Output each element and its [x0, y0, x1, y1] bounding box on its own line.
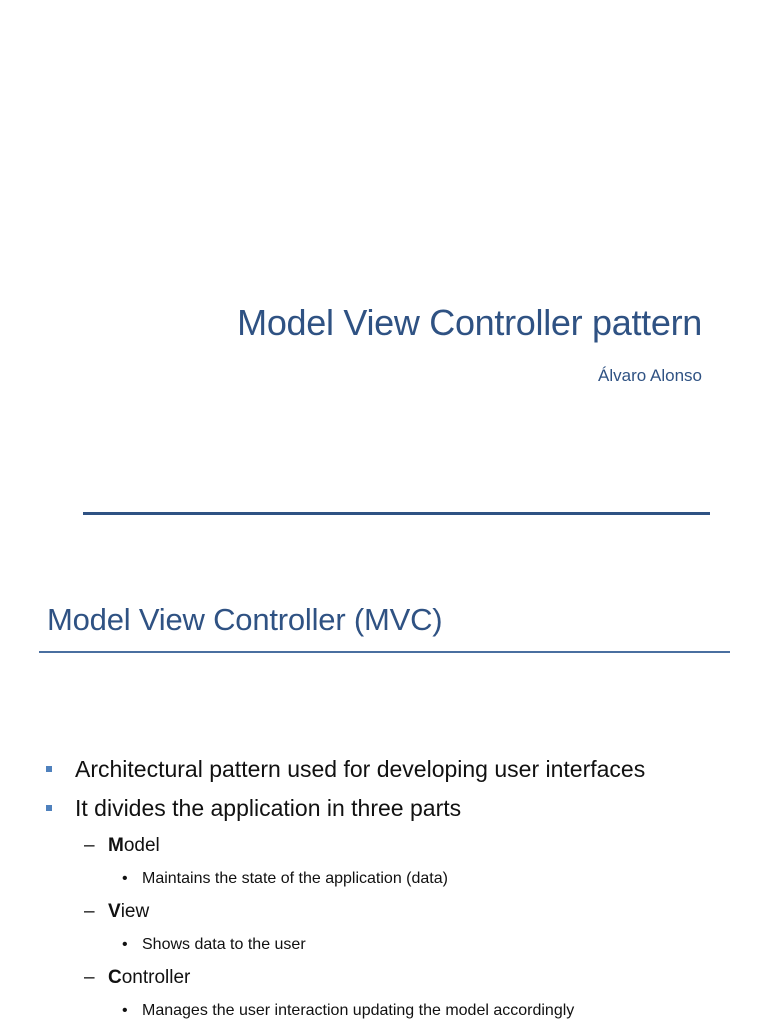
- detail-item: [122, 1000, 574, 1022]
- dash-icon: –: [84, 835, 95, 856]
- bullet-item: [46, 793, 461, 823]
- sub-item-label: odel: [123, 835, 160, 856]
- slide-divider: [83, 512, 710, 515]
- bullet-text: It divides the application in three parts: [75, 794, 462, 821]
- dot-bullet-icon: •: [122, 936, 128, 953]
- initial-letter: C: [108, 967, 122, 988]
- dash-icon: –: [84, 967, 95, 988]
- detail-text: Maintains the state of the application (data): [142, 870, 448, 887]
- section-title: Model View Controller (MVC): [47, 602, 443, 637]
- dot-bullet-icon: •: [122, 1002, 128, 1019]
- initial-letter: V: [108, 901, 121, 922]
- square-bullet-icon: [46, 805, 52, 811]
- sub-item-model: [84, 833, 160, 859]
- square-bullet-icon: [46, 766, 52, 772]
- dash-icon: –: [84, 901, 95, 922]
- slide-author: Álvaro Alonso: [598, 366, 702, 385]
- sub-item-view: [84, 899, 149, 925]
- dot-bullet-icon: •: [122, 870, 128, 887]
- section-title-underline: [39, 651, 730, 653]
- sub-item-label: ontroller: [121, 967, 191, 988]
- slide-title: Model View Controller pattern: [237, 302, 702, 343]
- sub-item-controller: [84, 965, 190, 991]
- detail-item: [122, 934, 306, 956]
- sub-item-label: iew: [120, 901, 150, 922]
- bullet-text: Architectural pattern used for developing user interfaces: [75, 755, 646, 782]
- initial-letter: M: [108, 835, 124, 856]
- detail-text: Shows data to the user: [142, 936, 306, 953]
- bullet-item: [46, 754, 645, 784]
- detail-item: [122, 868, 448, 890]
- detail-text: Manages the user interaction updating the model accordingly: [142, 1002, 575, 1019]
